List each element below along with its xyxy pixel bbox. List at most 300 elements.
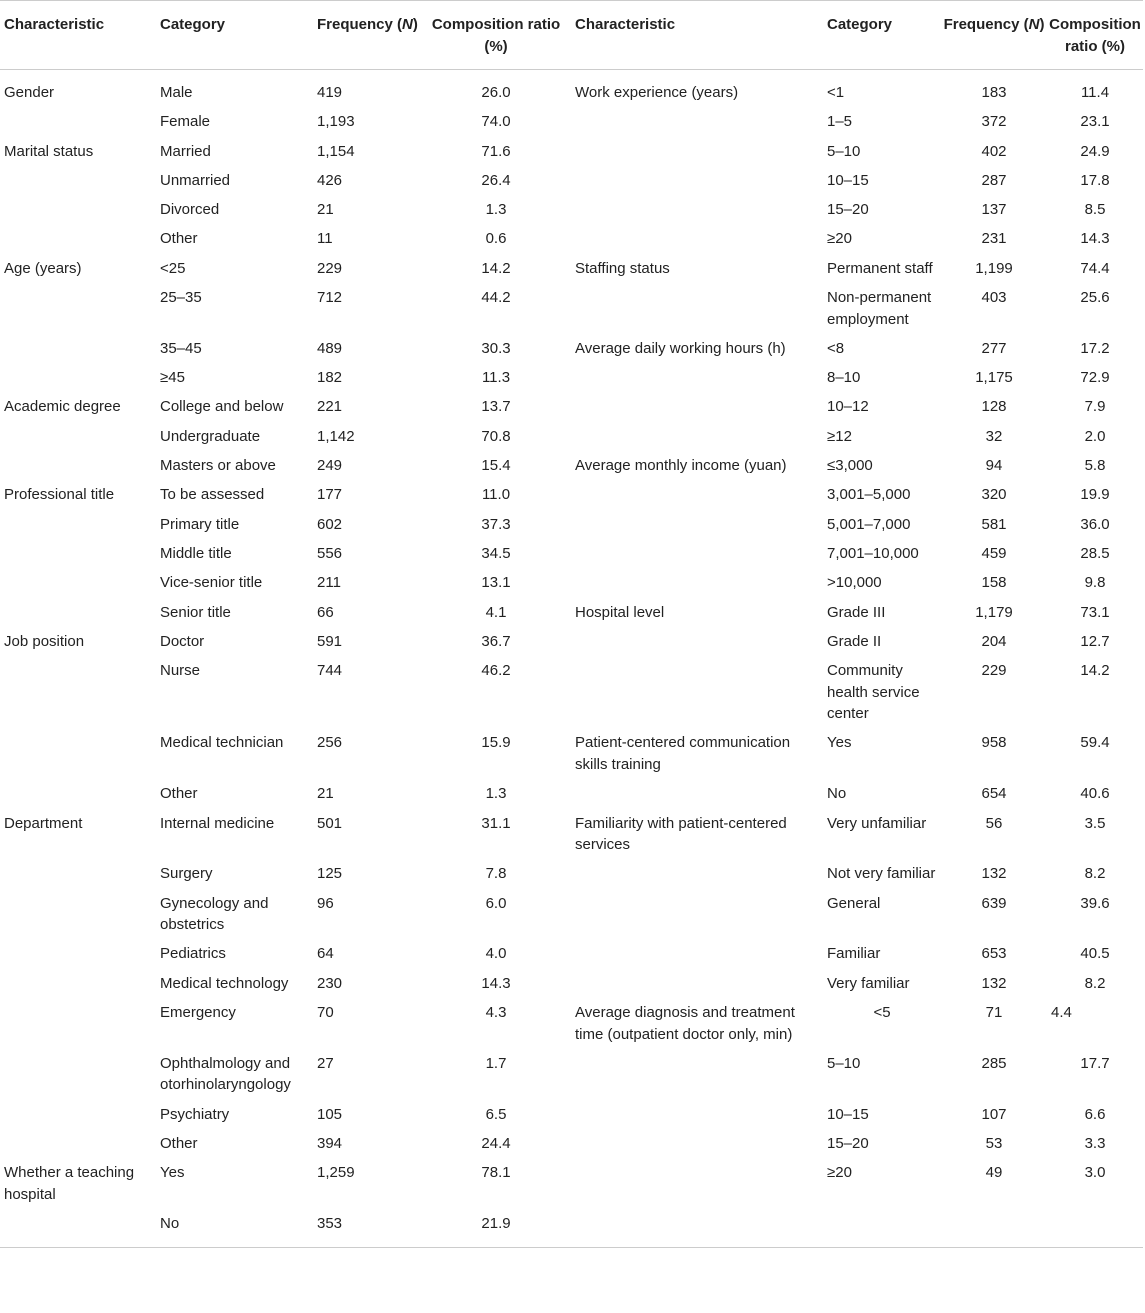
composition-cell: 26.4 <box>481 171 511 189</box>
table-row <box>0 166 1143 195</box>
frequency-cell: 105 <box>317 1105 343 1123</box>
characteristic-cell: Age (years) <box>4 259 82 277</box>
table-row <box>0 108 1143 137</box>
table-row <box>0 809 1143 860</box>
table-row <box>0 1100 1143 1129</box>
composition-cell: 4.1 <box>485 603 507 621</box>
category-cell: 15–20 <box>827 201 869 219</box>
category-cell: Primary title <box>160 515 240 533</box>
frequency-cell: 249 <box>317 457 343 475</box>
category-cell: <8 <box>827 339 845 357</box>
characteristic-cell: Professional title <box>4 486 115 504</box>
frequency-cell: 49 <box>985 1164 1003 1182</box>
category-cell: Internal medicine <box>160 814 275 832</box>
composition-cell: 15.9 <box>481 734 511 752</box>
composition-cell: 34.5 <box>481 544 511 562</box>
category-cell: Psychiatry <box>160 1105 230 1123</box>
category-cell: General <box>827 894 881 912</box>
category-cell: Married <box>160 142 211 160</box>
category-cell: Familiar <box>827 945 881 963</box>
characteristic-cell <box>0 860 156 889</box>
composition-cell: 13.1 <box>481 574 511 592</box>
frequency-cell: 231 <box>981 230 1007 248</box>
characteristic-cell: Gender <box>4 84 55 101</box>
frequency-cell: 94 <box>985 457 1003 475</box>
category-cell: Other <box>160 230 198 248</box>
characteristic-cell <box>571 1100 823 1129</box>
characteristic-cell: Staffing status <box>575 259 670 277</box>
composition-cell: 3.5 <box>1084 814 1106 832</box>
table-row <box>0 779 1143 808</box>
characteristic-cell <box>0 225 156 254</box>
frequency-cell: 229 <box>317 259 343 277</box>
composition-cell: 7.8 <box>485 865 507 883</box>
category-cell: 5,001–7,000 <box>827 515 911 533</box>
table-row <box>0 969 1143 998</box>
table-row <box>0 729 1143 780</box>
composition-cell: 6.6 <box>1084 1105 1106 1123</box>
composition-cell: 37.3 <box>481 515 511 533</box>
frequency-cell: 712 <box>317 289 343 307</box>
table-row <box>0 195 1143 224</box>
table-row <box>0 860 1143 889</box>
frequency-cell: 229 <box>981 662 1007 680</box>
frequency-cell: 66 <box>317 603 334 621</box>
category-cell: <1 <box>827 84 845 101</box>
composition-cell <box>1047 1209 1143 1247</box>
characteristic-cell <box>571 481 823 510</box>
composition-cell: 1.7 <box>485 1054 507 1072</box>
header-characteristic-right: Characteristic <box>571 1 823 70</box>
characteristic-cell <box>571 860 823 889</box>
frequency-cell: 403 <box>981 289 1007 307</box>
characteristic-cell <box>0 422 156 451</box>
table-row <box>0 1129 1143 1158</box>
composition-cell: 15.4 <box>481 457 511 475</box>
composition-cell: 71.6 <box>481 142 511 160</box>
table-row <box>0 393 1143 422</box>
characteristic-cell <box>571 969 823 998</box>
category-cell: Very familiar <box>827 974 910 992</box>
characteristic-cell <box>0 1100 156 1129</box>
category-cell: Medical technology <box>160 974 289 992</box>
composition-cell: 3.3 <box>1084 1134 1106 1152</box>
category-cell: To be assessed <box>160 486 265 504</box>
category-cell: Female <box>160 113 211 131</box>
category-cell: Vice-senior title <box>160 574 263 592</box>
frequency-cell: 285 <box>981 1054 1007 1072</box>
table-row <box>0 940 1143 969</box>
composition-cell: 36.7 <box>481 632 511 650</box>
characteristic-cell <box>571 1049 823 1100</box>
category-cell: 10–15 <box>827 171 869 189</box>
characteristic-cell: Hospital level <box>575 603 665 621</box>
header-composition: Composition ratio (%) <box>421 1 571 70</box>
characteristic-cell <box>0 568 156 597</box>
characteristic-cell <box>571 363 823 392</box>
composition-cell: 0.6 <box>485 230 507 248</box>
composition-cell: 74.4 <box>1080 259 1110 277</box>
table-row <box>0 539 1143 568</box>
characteristic-cell <box>571 1209 823 1247</box>
frequency-cell: <5 <box>873 1004 891 1022</box>
frequency-cell: 204 <box>981 632 1007 650</box>
characteristic-cell: Academic degree <box>4 398 121 416</box>
characteristic-cell <box>571 108 823 137</box>
composition-cell: 74.0 <box>481 113 511 131</box>
table-row <box>0 889 1143 940</box>
frequency-cell: 744 <box>317 662 343 680</box>
composition-cell: 14.3 <box>481 974 511 992</box>
composition-cell: 28.5 <box>1080 544 1110 562</box>
characteristic-cell: Familiarity with patient-centered services <box>575 814 787 854</box>
characteristic-cell <box>571 889 823 940</box>
undefined: 4.4 <box>1051 1004 1072 1022</box>
frequency-cell: 132 <box>981 865 1007 883</box>
frequency-cell: 353 <box>313 1209 421 1247</box>
frequency-cell: 21 <box>317 201 334 219</box>
characteristic-cell <box>571 510 823 539</box>
category-cell: Unmarried <box>160 171 231 189</box>
category-cell: ≥12 <box>827 427 852 445</box>
table-row <box>0 598 1143 627</box>
frequency-cell: 21 <box>317 785 334 803</box>
frequency-cell: 137 <box>981 201 1007 219</box>
characteristic-cell <box>0 940 156 969</box>
characteristic-cell: Average daily working hours (h) <box>575 339 786 357</box>
frequency-cell: 27 <box>317 1054 334 1072</box>
composition-cell: 40.5 <box>1080 945 1110 963</box>
frequency-cell: 1,175 <box>975 369 1013 387</box>
frequency-cell: 107 <box>981 1105 1007 1123</box>
header-frequency-right: Frequency (N) <box>941 1 1047 70</box>
composition-cell: 8.5 <box>1084 201 1106 219</box>
composition-cell: 2.0 <box>1084 427 1106 445</box>
characteristic-cell <box>0 1049 156 1100</box>
category-cell: Other <box>160 1134 198 1152</box>
composition-cell: 14.3 <box>1080 230 1110 248</box>
characteristic-cell <box>571 225 823 254</box>
characteristic-cell <box>571 779 823 808</box>
category-cell <box>823 1209 941 1247</box>
characteristic-cell <box>0 363 156 392</box>
table-row <box>0 510 1143 539</box>
characteristic-cell <box>571 539 823 568</box>
characteristic-cell <box>0 539 156 568</box>
characteristic-cell <box>571 137 823 166</box>
frequency-cell: 221 <box>317 398 343 416</box>
frequency-cell: 56 <box>985 814 1003 832</box>
characteristic-cell <box>0 451 156 480</box>
table-row <box>0 451 1143 480</box>
characteristic-cell: Whether a teaching hospital <box>4 1164 135 1203</box>
frequency-cell: 177 <box>317 486 343 504</box>
composition-cell: 4.0 <box>485 945 507 963</box>
composition-cell: 70.8 <box>481 427 511 445</box>
composition-cell: 30.3 <box>481 339 511 357</box>
frequency-cell: 394 <box>317 1134 343 1152</box>
category-cell: Pediatrics <box>160 945 226 963</box>
category-cell: Grade III <box>827 603 886 621</box>
composition-cell: 11.0 <box>481 486 511 504</box>
composition-cell: 24.9 <box>1080 142 1110 160</box>
category-cell: Other <box>160 785 198 803</box>
category-cell: Divorced <box>160 201 220 219</box>
composition-cell: 7.9 <box>1084 398 1106 416</box>
frequency-cell: 501 <box>317 814 343 832</box>
composition-cell: 46.2 <box>481 662 511 680</box>
frequency-cell: 287 <box>981 171 1007 189</box>
composition-cell: 13.7 <box>481 398 511 416</box>
header-category-right: Category <box>823 1 941 70</box>
table-row <box>0 1049 1143 1100</box>
characteristic-cell: Marital status <box>4 142 94 160</box>
composition-cell: 40.6 <box>1080 785 1110 803</box>
frequency-cell: 1,193 <box>317 113 355 131</box>
frequency-cell: 32 <box>985 427 1003 445</box>
composition-cell: 36.0 <box>1080 515 1110 533</box>
category-cell: Male <box>160 84 193 101</box>
category-cell: College and below <box>160 398 284 416</box>
table-row <box>0 1209 1143 1247</box>
frequency-cell: 1,142 <box>317 427 355 445</box>
category-cell: 10–15 <box>827 1105 869 1123</box>
frequency-cell: 132 <box>981 974 1007 992</box>
header-row <box>0 1 1143 70</box>
frequency-cell: 372 <box>981 113 1007 131</box>
frequency-cell: 183 <box>981 84 1007 101</box>
category-cell: Ophthalmology and otorhinolaryngology <box>160 1054 291 1094</box>
composition-cell: 21.9 <box>421 1209 571 1247</box>
composition-cell: 6.0 <box>485 894 507 912</box>
header-characteristic: Characteristic <box>0 1 156 70</box>
composition-cell: 59.4 <box>1080 734 1110 752</box>
category-cell: 7,001–10,000 <box>827 544 919 562</box>
frequency-cell: 402 <box>981 142 1007 160</box>
category-cell: No <box>827 785 847 803</box>
frequency-cell: 654 <box>981 785 1007 803</box>
characteristic-cell <box>571 166 823 195</box>
composition-cell: 78.1 <box>481 1164 511 1182</box>
table-row <box>0 225 1143 254</box>
characteristic-cell <box>0 195 156 224</box>
frequency-cell: 11 <box>317 230 333 248</box>
characteristic-cell: Job position <box>4 632 85 650</box>
characteristic-cell <box>571 393 823 422</box>
characteristic-cell: Patient-centered communication skills training <box>575 734 791 773</box>
composition-cell: 24.4 <box>481 1134 511 1152</box>
category-cell: Very unfamiliar <box>827 814 927 832</box>
characteristic-cell <box>571 940 823 969</box>
category-cell: Yes <box>827 734 852 752</box>
category-cell: Permanent staff <box>827 259 933 277</box>
frequency-cell: 1,179 <box>975 603 1013 621</box>
composition-cell: 19.9 <box>1080 486 1110 504</box>
category-cell: 8–10 <box>827 369 861 387</box>
frequency-cell: 125 <box>317 865 343 883</box>
characteristic-cell <box>571 283 823 334</box>
category-cell: 10–12 <box>827 398 869 416</box>
composition-cell: 39.6 <box>1080 894 1110 912</box>
composition-cell: 17.8 <box>1080 171 1110 189</box>
category-cell: Not very familiar <box>827 865 936 883</box>
category-cell: 3,001–5,000 <box>827 486 911 504</box>
category-cell: Doctor <box>160 632 205 650</box>
category-cell: ≥20 <box>827 230 852 248</box>
frequency-cell: 602 <box>317 515 343 533</box>
composition-cell: 6.5 <box>485 1105 507 1123</box>
category-cell: Middle title <box>160 544 232 562</box>
characteristic-cell <box>0 108 156 137</box>
table-row <box>0 481 1143 510</box>
category-cell: ≥45 <box>160 369 185 387</box>
composition-cell: 8.2 <box>1084 974 1106 992</box>
category-cell: Gynecology and obstetrics <box>160 894 269 934</box>
characteristic-cell: Average monthly income (yuan) <box>575 457 787 475</box>
characteristic-cell <box>0 283 156 334</box>
frequency-cell: 591 <box>317 632 343 650</box>
frequency-cell: 1,199 <box>975 259 1013 277</box>
characteristic-cell <box>571 568 823 597</box>
characteristic-cell <box>571 422 823 451</box>
composition-cell: 17.7 <box>1080 1054 1110 1072</box>
characteristic-cell <box>571 1158 823 1209</box>
characteristic-cell <box>0 729 156 780</box>
composition-cell: 5.8 <box>1084 457 1106 475</box>
category-cell: <25 <box>160 259 186 277</box>
composition-cell: 71 <box>985 1004 1003 1022</box>
frequency-cell: 53 <box>985 1134 1003 1152</box>
category-cell: Emergency <box>160 1004 236 1022</box>
characteristic-cell <box>571 1129 823 1158</box>
category-cell: 5–10 <box>827 142 861 160</box>
characteristic-cell: Department <box>4 814 83 832</box>
frequency-cell: 459 <box>981 544 1007 562</box>
header-category: Category <box>156 1 313 70</box>
composition-cell: 14.2 <box>1080 662 1110 680</box>
table-row <box>0 656 1143 728</box>
characteristic-cell <box>0 334 156 363</box>
category-cell: ≥20 <box>827 1164 852 1182</box>
characteristic-cell <box>571 195 823 224</box>
characteristic-cell <box>0 1129 156 1158</box>
frequency-cell: 426 <box>317 171 343 189</box>
composition-cell: 17.2 <box>1080 339 1110 357</box>
frequency-cell: 489 <box>317 339 343 357</box>
characteristic-cell: Work experience (years) <box>575 84 739 101</box>
frequency-cell: 958 <box>981 734 1007 752</box>
frequency-cell: 1,154 <box>317 142 355 160</box>
table-row <box>0 627 1143 656</box>
frequency-cell: 96 <box>317 894 334 912</box>
category-cell: Non-permanent employment <box>827 289 932 328</box>
composition-cell: 14.2 <box>481 259 511 277</box>
composition-cell: 73.1 <box>1080 603 1110 621</box>
category-cell: Undergraduate <box>160 427 261 445</box>
category-cell: 15–20 <box>827 1134 869 1152</box>
frequency-cell: 653 <box>981 945 1007 963</box>
characteristic-cell <box>0 889 156 940</box>
table-row <box>0 70 1143 108</box>
frequency-cell: 64 <box>317 945 334 963</box>
table-row <box>0 422 1143 451</box>
category-cell: Surgery <box>160 865 213 883</box>
characteristic-cell <box>0 166 156 195</box>
frequency-cell: 256 <box>317 734 343 752</box>
category-cell: 25–35 <box>160 289 202 307</box>
composition-cell: 1.3 <box>485 201 507 219</box>
frequency-cell: 581 <box>981 515 1007 533</box>
composition-cell: 9.8 <box>1084 574 1106 592</box>
characteristic-cell <box>0 1209 156 1247</box>
header-frequency: Frequency (N) <box>313 1 421 70</box>
frequency-cell: 211 <box>317 574 341 592</box>
composition-cell: 11.4 <box>1080 84 1110 101</box>
composition-cell: 12.7 <box>1080 632 1110 650</box>
frequency-cell: 419 <box>317 84 343 101</box>
frequency-cell: 277 <box>981 339 1007 357</box>
characteristic-cell <box>0 510 156 539</box>
category-cell: Masters or above <box>160 457 276 475</box>
characteristic-cell <box>0 656 156 728</box>
composition-cell: 1.3 <box>485 785 507 803</box>
frequency-cell: 128 <box>981 398 1007 416</box>
header-composition-right: Composition ratio (%) <box>1047 1 1143 70</box>
category-cell: Senior title <box>160 603 231 621</box>
composition-cell: 4.3 <box>485 1004 507 1022</box>
category-cell: ≤3,000 <box>827 457 873 475</box>
category-cell: Average diagnosis and treatment time (outpatient doctor only, min) <box>575 1004 795 1043</box>
characteristic-cell <box>0 779 156 808</box>
frequency-cell: 320 <box>981 486 1007 504</box>
composition-cell: 72.9 <box>1080 369 1110 387</box>
composition-cell: 8.2 <box>1084 865 1106 883</box>
characteristic-cell <box>0 969 156 998</box>
frequency-cell: 230 <box>317 974 343 992</box>
category-cell: No <box>156 1209 313 1247</box>
composition-cell: 23.1 <box>1080 113 1110 131</box>
category-cell: 5–10 <box>827 1054 861 1072</box>
table-row <box>0 1158 1143 1209</box>
category-cell: Medical technician <box>160 734 284 752</box>
composition-cell: 44.2 <box>481 289 511 307</box>
composition-cell: 25.6 <box>1080 289 1110 307</box>
characteristic-cell <box>571 656 823 728</box>
frequency-cell: 639 <box>981 894 1007 912</box>
table-row <box>0 254 1143 283</box>
table-row <box>0 998 1143 1049</box>
frequency-cell: 1,259 <box>317 1164 355 1182</box>
category-cell: Yes <box>160 1164 185 1182</box>
table-row <box>0 568 1143 597</box>
category-cell: 1–5 <box>827 113 853 131</box>
table-row <box>0 283 1143 334</box>
table-row <box>0 363 1143 392</box>
frequency-cell: 182 <box>317 369 343 387</box>
frequency-cell: 70 <box>317 1004 334 1022</box>
frequency-cell <box>941 1209 1047 1247</box>
category-cell: Nurse <box>160 662 201 680</box>
composition-cell: 31.1 <box>481 814 511 832</box>
frequency-cell: 556 <box>317 544 343 562</box>
composition-cell: 11.3 <box>481 369 511 387</box>
frequency-cell: 158 <box>981 574 1007 592</box>
table-row <box>0 137 1143 166</box>
composition-cell: 26.0 <box>481 84 511 101</box>
category-cell: Community health service center <box>827 662 920 723</box>
category-cell: Grade II <box>827 632 882 650</box>
category-cell: >10,000 <box>827 574 882 592</box>
